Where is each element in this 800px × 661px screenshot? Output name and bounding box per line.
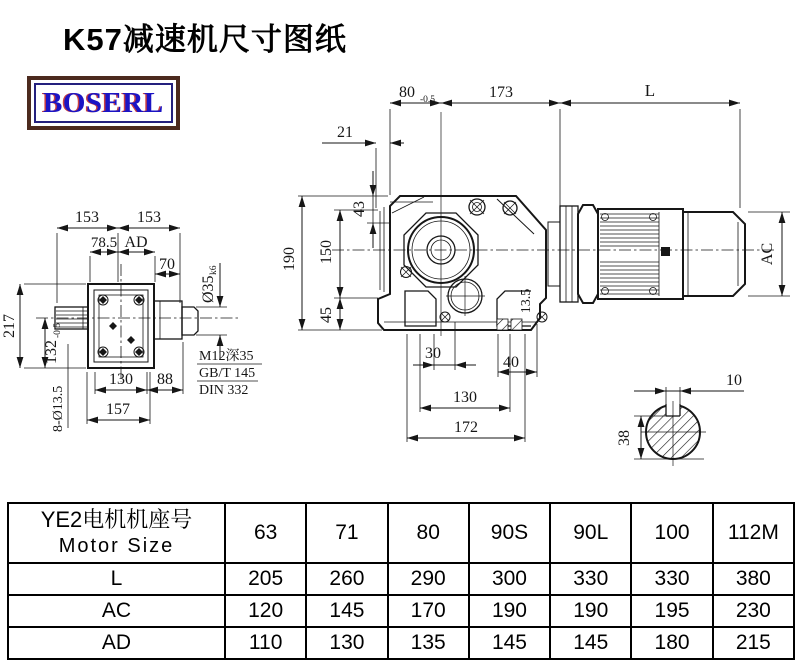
motor-cooling-fins bbox=[600, 214, 659, 294]
cell: 230 bbox=[713, 595, 794, 627]
motor-flange bbox=[578, 205, 598, 303]
dim-shaft-diameter: Ø35 bbox=[200, 275, 217, 303]
cell: 290 bbox=[388, 563, 469, 595]
header-cn: YE2电机机座号 bbox=[40, 507, 193, 532]
cell: 330 bbox=[550, 563, 631, 595]
output-hub bbox=[154, 301, 198, 339]
dim-190: 190 bbox=[281, 247, 298, 271]
row-label-L: L bbox=[8, 563, 225, 595]
cell: 120 bbox=[225, 595, 306, 627]
size-71: 71 bbox=[306, 503, 387, 563]
dim-78-5: 78.5 bbox=[90, 235, 118, 251]
dim-153-left: 153 bbox=[75, 209, 99, 226]
note-din-standard: DIN 332 bbox=[199, 383, 249, 398]
right-view bbox=[281, 81, 790, 442]
row-label-AD: AD bbox=[8, 627, 225, 659]
dim-80: 80 bbox=[399, 84, 415, 101]
dim-70: 70 bbox=[159, 256, 175, 273]
table-row-AD bbox=[8, 627, 794, 659]
motor-size-header-cell bbox=[8, 503, 225, 563]
cell: 145 bbox=[469, 627, 550, 659]
brand-logo: BOSERL bbox=[34, 83, 173, 123]
dim-13-5: 13.5 bbox=[519, 288, 534, 314]
page-title: K57减速机尺寸图纸 bbox=[63, 22, 347, 57]
dim-bolt-holes: 8-Ø13.5 bbox=[51, 385, 66, 432]
cell: 145 bbox=[550, 627, 631, 659]
motor-body bbox=[598, 209, 683, 299]
size-112m: 112M bbox=[713, 503, 794, 563]
right-view-dimensions bbox=[281, 81, 790, 442]
cell: 260 bbox=[306, 563, 387, 595]
table-row-L bbox=[8, 563, 794, 595]
cell: 195 bbox=[631, 595, 712, 627]
cell: 190 bbox=[550, 595, 631, 627]
dim-motor-diameter-ac: AC bbox=[759, 242, 776, 266]
cell: 300 bbox=[469, 563, 550, 595]
row-label-AC: AC bbox=[8, 595, 225, 627]
dim-132: 132 bbox=[43, 340, 60, 364]
cell: 170 bbox=[388, 595, 469, 627]
dim-ad: AD bbox=[124, 234, 148, 251]
note-thread: M12深35 bbox=[199, 349, 254, 364]
dim-150: 150 bbox=[318, 240, 335, 264]
dim-217: 217 bbox=[1, 314, 18, 338]
thread-note bbox=[197, 348, 262, 398]
dim-21: 21 bbox=[337, 124, 353, 141]
fan-cowl bbox=[683, 212, 745, 296]
table-row-AC bbox=[8, 595, 794, 627]
header-en: Motor Size bbox=[58, 535, 175, 557]
cell: 110 bbox=[225, 627, 306, 659]
cell: 135 bbox=[388, 627, 469, 659]
size-100: 100 bbox=[631, 503, 712, 563]
dim-shaft-38: 38 bbox=[616, 430, 633, 446]
cell: 205 bbox=[225, 563, 306, 595]
dim-30: 30 bbox=[425, 345, 441, 362]
dim-157: 157 bbox=[106, 401, 130, 418]
cell: 190 bbox=[469, 595, 550, 627]
left-view bbox=[1, 209, 262, 432]
motor-size-table bbox=[7, 502, 795, 660]
dim-88: 88 bbox=[157, 371, 173, 388]
dim-130-left-view: 130 bbox=[109, 371, 133, 388]
note-gb-standard: GB/T 145 bbox=[199, 366, 256, 381]
dim-173: 173 bbox=[489, 84, 513, 101]
cell: 215 bbox=[713, 627, 794, 659]
cell: 130 bbox=[306, 627, 387, 659]
dim-40: 40 bbox=[503, 354, 519, 371]
shaft-section-view bbox=[616, 372, 744, 466]
cell: 145 bbox=[306, 595, 387, 627]
dim-keyway-10: 10 bbox=[726, 372, 742, 389]
dim-153-right: 153 bbox=[137, 209, 161, 226]
dim-43: 43 bbox=[351, 201, 368, 217]
section-hatch-left bbox=[497, 319, 508, 330]
dim-motor-length: L bbox=[644, 81, 656, 100]
cell: 380 bbox=[713, 563, 794, 595]
dim-172: 172 bbox=[454, 419, 478, 436]
left-view-dimensions bbox=[1, 209, 262, 432]
size-63: 63 bbox=[225, 503, 306, 563]
size-80: 80 bbox=[388, 503, 469, 563]
dim-45: 45 bbox=[318, 307, 335, 323]
motor bbox=[548, 205, 745, 303]
dim-130-right-view: 130 bbox=[453, 389, 477, 406]
dim-80-tolerance: -0.5 bbox=[420, 95, 436, 105]
dim-shaft-tolerance: k6 bbox=[209, 265, 219, 275]
cell: 330 bbox=[631, 563, 712, 595]
cell: 180 bbox=[631, 627, 712, 659]
size-90l: 90L bbox=[550, 503, 631, 563]
size-90s: 90S bbox=[469, 503, 550, 563]
section-hatch-right bbox=[511, 319, 522, 330]
dim-132-tolerance: -0.5 bbox=[53, 322, 63, 338]
table-header-row bbox=[8, 503, 794, 563]
